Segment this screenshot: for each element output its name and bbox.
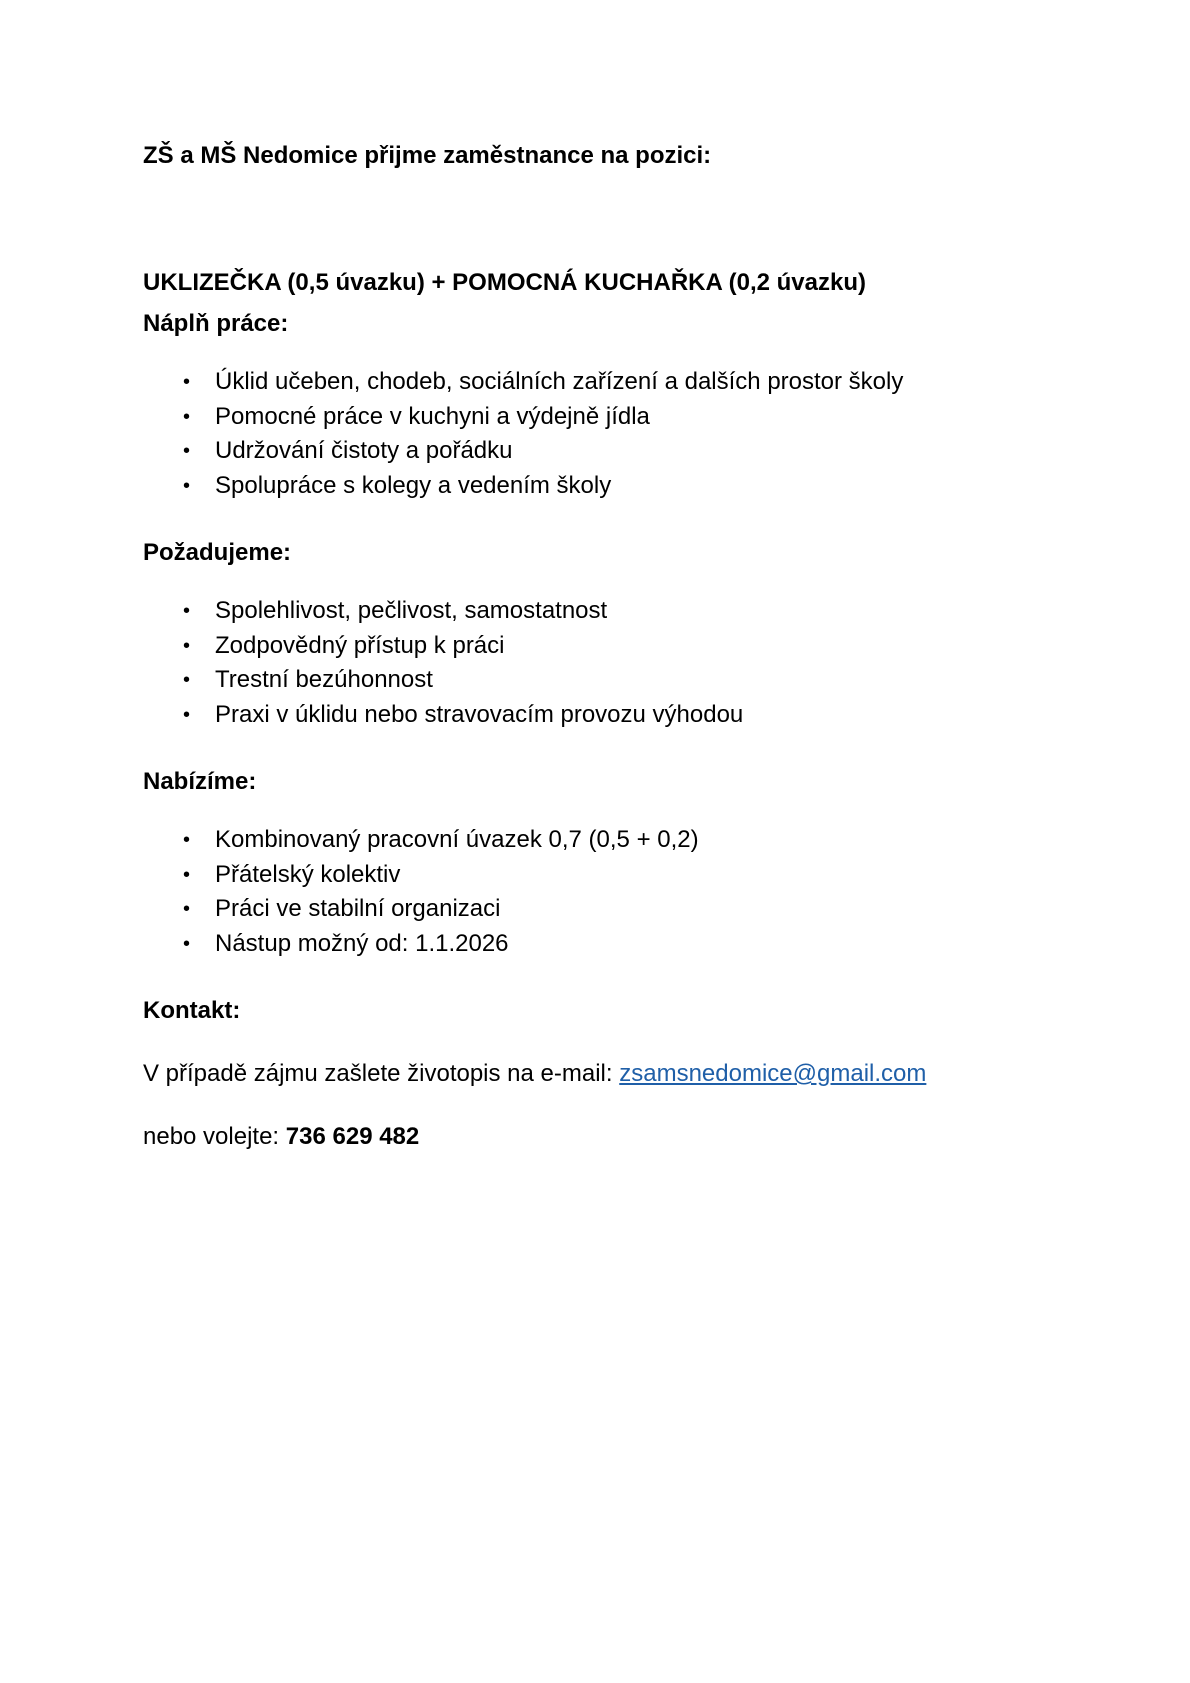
requirements-list	[143, 594, 1103, 732]
bullet-icon: •	[183, 932, 191, 955]
offer-list	[143, 823, 1103, 961]
list-item: • Udržování čistoty a pořádku	[143, 434, 1103, 469]
contact-section	[143, 995, 1103, 1150]
requirements-heading: Požadujeme:	[143, 539, 292, 566]
position-title: UKLIZEČKA (0,5 úvazku) + POMOCNÁ KUCHAŘKA (0,2 úvazku)	[143, 269, 866, 296]
bullet-icon: •	[183, 405, 191, 428]
bullet-icon: •	[183, 474, 191, 497]
requirements-section	[143, 537, 1103, 728]
bullet-icon: •	[183, 703, 191, 726]
list-item: • Nástup možný od: 1.1.2026	[143, 927, 1103, 962]
list-item: • Spolupráce s kolegy a vedením školy	[143, 469, 1103, 504]
contact-phone-line: nebo volejte: 736 629 482	[143, 1123, 420, 1150]
offer-heading: Nabízíme:	[143, 768, 257, 795]
bullet-icon: •	[183, 669, 191, 691]
duties-section	[143, 308, 1103, 499]
bullet-icon: •	[183, 600, 191, 622]
bullet-icon: •	[183, 863, 191, 886]
bullet-icon: •	[183, 440, 191, 462]
list-item: • Přátelský kolektiv	[143, 858, 1103, 893]
contact-email-line: V případě zájmu zašlete životopis na e-mail: zsamsnedomice@gmail.com	[143, 1060, 927, 1087]
phone-number: 736 629 482	[285, 1123, 420, 1150]
contact-heading: Kontakt:	[143, 997, 241, 1024]
list-item: • Spolehlivost, pečlivost, samostatnost	[143, 594, 1103, 629]
list-item: • Pomocné práce v kuchyni a výdejně jídla	[143, 400, 1103, 435]
bullet-icon: •	[183, 829, 191, 851]
bullet-icon: •	[183, 898, 191, 920]
list-item: • Zodpovědný přístup k práci	[143, 629, 1103, 664]
offer-section	[143, 766, 1103, 957]
list-item: • Práci ve stabilní organizaci	[143, 892, 1103, 927]
list-item: • Úklid učeben, chodeb, sociálních zařízení a dalších prostor školy	[143, 365, 1103, 400]
list-item: • Kombinovaný pracovní úvazek 0,7 (0,5 + 0,2)	[143, 823, 1103, 858]
list-item: • Praxi v úklidu nebo stravovacím provozu výhodou	[143, 698, 1103, 733]
duties-list	[143, 365, 1103, 503]
intro-heading: ZŠ a MŠ Nedomice přijme zaměstnance na pozici:	[143, 142, 712, 169]
bullet-icon: •	[183, 634, 191, 657]
document-content	[143, 140, 1103, 1150]
duties-heading: Náplň práce:	[143, 310, 289, 337]
list-item: • Trestní bezúhonnost	[143, 663, 1103, 698]
bullet-icon: •	[183, 371, 191, 393]
email-link[interactable]: zsamsnedomice@gmail.com	[619, 1060, 927, 1087]
